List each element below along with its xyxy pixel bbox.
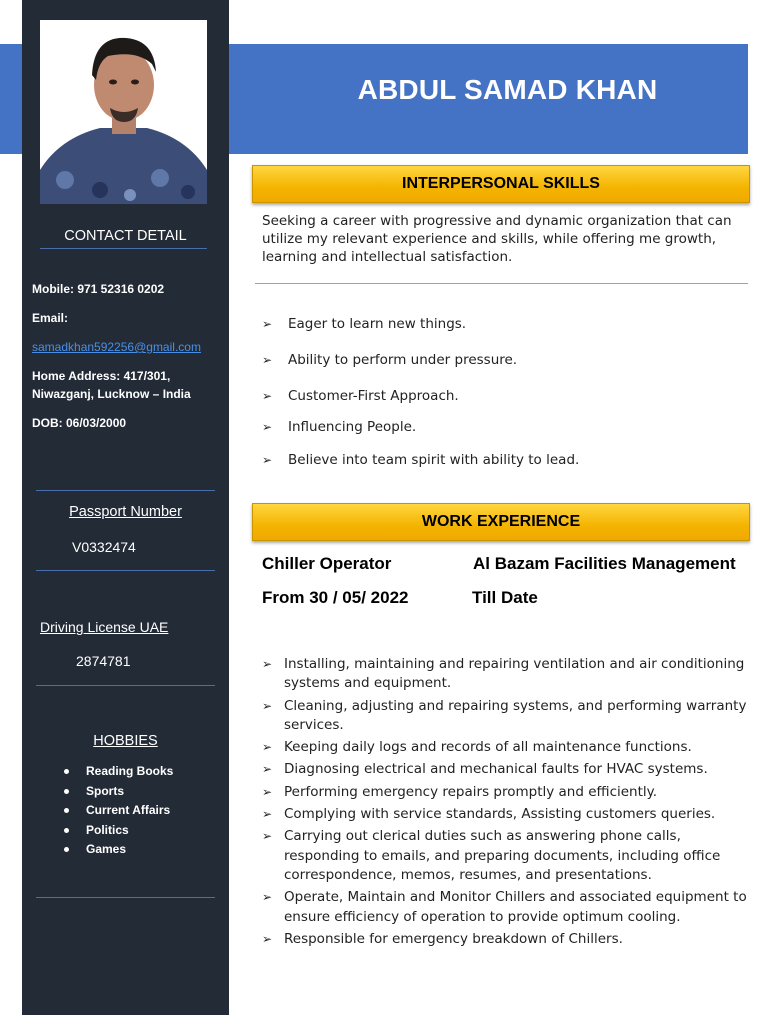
company-name: Al Bazam Facilities Management: [473, 554, 736, 573]
divider: [36, 490, 215, 491]
divider: [36, 570, 215, 571]
arrow-bullet-icon: ➢: [262, 784, 273, 799]
duty-text: Cleaning, adjusting and repairing systems, and performing warranty services.: [284, 697, 747, 733]
list-item: [262, 805, 756, 824]
person-name: ABDUL SAMAD KHAN: [357, 74, 658, 105]
end-date: Till Date: [472, 588, 538, 607]
list-item: [262, 316, 466, 332]
arrow-bullet-icon: ➢: [262, 740, 273, 755]
divider: [36, 685, 215, 686]
duty-text: Operate, Maintain and Monitor Chillers and associated equipment to ensure efficiency of operation to provide optimum cooling.: [284, 889, 747, 925]
list-item: [262, 452, 579, 468]
hobbies-list: [62, 764, 173, 862]
duty-text: Responsible for emergency breakdown of Chillers.: [284, 930, 623, 947]
duty-text: Keeping daily logs and records of all maintenance functions.: [284, 739, 692, 756]
duty-text: Carrying out clerical duties such as answering phone calls, responding to emails, and preparing documents, including office correspondence, memos, resumes, and presentations.: [284, 828, 721, 883]
address-line-1: Home Address: 417/301,: [32, 369, 171, 383]
list-item: Reading Books: [62, 764, 173, 784]
duty-text: Diagnosing electrical and mechanical faults for HVAC systems.: [284, 761, 708, 778]
duties-list: [262, 655, 756, 952]
arrow-bullet-icon: ➢: [262, 698, 273, 713]
arrow-bullet-icon: ➢: [262, 762, 273, 777]
divider: [255, 283, 748, 284]
skill-text: Influencing People.: [288, 419, 417, 435]
list-item: [262, 352, 517, 368]
list-item: [262, 930, 756, 949]
passport-heading: Passport Number: [69, 504, 182, 520]
divider: [40, 248, 207, 249]
skill-text: Eager to learn new things.: [288, 316, 467, 332]
license-number: 2874781: [76, 653, 131, 669]
mobile-number: Mobile: 971 52316 0202: [32, 282, 165, 296]
hobbies-heading: HOBBIES: [93, 733, 158, 749]
list-item: [262, 655, 756, 694]
list-item: [262, 419, 416, 435]
skill-text: Ability to perform under pressure.: [288, 352, 518, 368]
arrow-bullet-icon: ➢: [262, 890, 273, 905]
job-title: Chiller Operator: [262, 554, 392, 573]
list-item: [262, 697, 756, 736]
contact-heading: CONTACT DETAIL: [64, 228, 187, 244]
arrow-bullet-icon: ➢: [262, 453, 273, 467]
license-heading: Driving License UAE: [40, 619, 169, 635]
sidebar: [22, 0, 229, 1015]
arrow-bullet-icon: ➢: [262, 807, 273, 822]
skills-section-heading: INTERPERSONAL SKILLS: [252, 165, 750, 203]
arrow-bullet-icon: ➢: [262, 931, 273, 946]
address-line-2: Niwazganj, Lucknow – India: [32, 387, 191, 401]
start-date: From 30 / 05/ 2022: [262, 588, 409, 607]
email-label: Email:: [32, 311, 69, 325]
list-item: [262, 783, 756, 802]
list-item: [262, 888, 756, 927]
passport-number: V0332474: [72, 539, 136, 555]
arrow-bullet-icon: ➢: [262, 389, 273, 403]
list-item: [262, 827, 756, 885]
career-objective: Seeking a career with progressive and dynamic organization that can utilize my relevant experience and skills, while offering me growth, learning and intellectual satisfaction.: [262, 213, 732, 265]
list-item: [262, 738, 756, 757]
duty-text: Performing emergency repairs promptly and efficiently.: [284, 783, 658, 800]
arrow-bullet-icon: ➢: [262, 829, 273, 844]
arrow-bullet-icon: ➢: [262, 317, 273, 331]
list-item: Politics: [62, 823, 173, 843]
list-item: [262, 760, 756, 779]
experience-section-heading: WORK EXPERIENCE: [252, 503, 750, 541]
date-of-birth: DOB: 06/03/2000: [32, 416, 127, 430]
skill-text: Believe into team spirit with ability to lead.: [288, 452, 580, 468]
divider: [36, 897, 215, 898]
arrow-bullet-icon: ➢: [262, 657, 273, 671]
profile-photo: [40, 20, 207, 204]
list-item: Current Affairs: [62, 803, 173, 823]
duty-text: Complying with service standards, Assisting customers queries.: [284, 806, 716, 823]
list-item: [262, 388, 459, 404]
arrow-bullet-icon: ➢: [262, 420, 273, 434]
duty-text: Installing, maintaining and repairing ventilation and air conditioning systems and equipment.: [284, 656, 745, 692]
email-link[interactable]: samadkhan592256@gmail.com: [32, 340, 201, 354]
arrow-bullet-icon: ➢: [262, 353, 273, 367]
list-item: Games: [62, 842, 173, 862]
list-item: Sports: [62, 784, 173, 804]
skill-text: Customer-First Approach.: [288, 388, 459, 404]
